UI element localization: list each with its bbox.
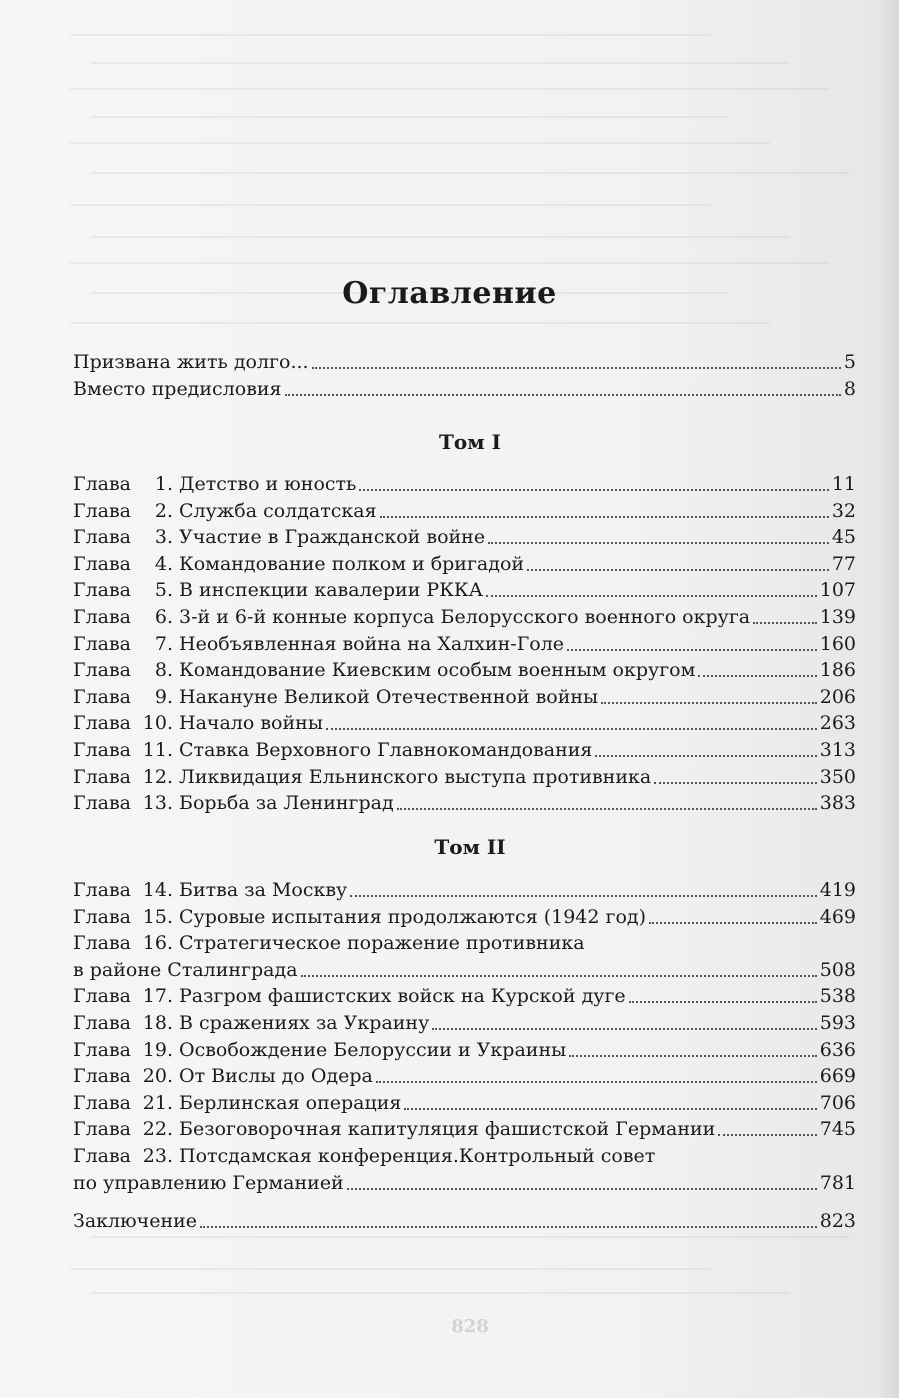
page-number: 745 [819, 1118, 856, 1140]
entry-title: Освобождение Белоруссии и Украины [179, 1039, 567, 1061]
section-heading-volume-2: Том II [434, 835, 506, 859]
page-number: 508 [819, 959, 856, 981]
chapter-num: 16. [142, 932, 174, 954]
leader-dots [601, 684, 817, 704]
chapter-number [73, 1090, 179, 1116]
chapter-num: 3. [154, 526, 174, 548]
chapter-num: 21. [142, 1092, 174, 1114]
bleed-line [90, 172, 850, 174]
toc-entry-continued [73, 957, 856, 983]
entry-title: От Вислы до Одера [179, 1065, 373, 1087]
toc-entry [73, 1037, 856, 1063]
leader-dots [301, 957, 817, 977]
page-number: 32 [831, 500, 856, 522]
chapter-prefix: Глава [73, 500, 132, 522]
chapter-prefix: Глава [73, 1039, 132, 1061]
chapter-number [73, 1143, 179, 1169]
chapter-number [73, 471, 179, 497]
page-number: 11 [831, 473, 856, 495]
chapter-prefix: Глава [73, 1092, 132, 1114]
toc-entry [73, 349, 856, 375]
chapter-prefix: Глава [73, 553, 132, 575]
chapter-num: 4. [154, 553, 174, 575]
bleed-line [90, 1236, 850, 1238]
chapter-number [73, 1037, 179, 1063]
chapter-prefix: Глава [73, 879, 132, 901]
toc-entry [73, 1143, 856, 1169]
leader-dots [567, 631, 817, 651]
page-number: 139 [819, 606, 856, 628]
chapter-num: 17. [142, 985, 174, 1007]
chapter-number [73, 524, 179, 550]
toc-entry [73, 790, 856, 816]
chapter-num: 19. [142, 1039, 174, 1061]
page-number: 77 [831, 553, 856, 575]
page-number: 419 [819, 879, 856, 901]
leader-dots [654, 764, 817, 784]
chapter-prefix: Глава [73, 1145, 132, 1167]
chapter-num: 11. [142, 739, 174, 761]
bleed-line [70, 1268, 710, 1270]
entry-title: Разгром фашистских войск на Курской дуге [179, 985, 626, 1007]
chapter-prefix: Глава [73, 1118, 132, 1140]
entry-title: Суровые испытания продолжаются (1942 год) [179, 906, 647, 928]
chapter-num: 7. [154, 633, 174, 655]
page-number: 781 [819, 1172, 856, 1194]
entry-title: Ликвидация Ельнинского выступа противника [179, 766, 652, 788]
page-number: 828 [451, 1316, 489, 1337]
entry-title: В сражениях за Украину [179, 1012, 430, 1034]
entry-title: В инспекции кавалерии РККА [179, 579, 484, 601]
page-number: 593 [819, 1012, 856, 1034]
chapter-num: 6. [154, 606, 174, 628]
bleed-line [70, 322, 770, 324]
leader-dots [569, 1037, 817, 1057]
bleed-line [70, 142, 770, 144]
entry-title: Борьба за Ленинград [179, 792, 394, 814]
chapter-number [73, 604, 179, 630]
toc-entry [73, 684, 856, 710]
toc-entry [73, 983, 856, 1009]
leader-dots [718, 1116, 816, 1136]
chapter-number [73, 577, 179, 603]
toc-entry [73, 551, 856, 577]
toc-entry [73, 657, 856, 683]
chapter-num: 2. [154, 500, 174, 522]
entry-title: Участие в Гражданской войне [179, 526, 486, 548]
toc-entry [73, 764, 856, 790]
leader-dots [285, 376, 841, 396]
bleed-line [70, 262, 830, 264]
entry-title: Начало войны [179, 712, 323, 734]
entry-title: Детство и юность [179, 473, 357, 495]
entry-title: Стратегическое поражение противника [179, 932, 585, 954]
chapter-number [73, 657, 179, 683]
chapter-num: 18. [142, 1012, 174, 1034]
bleed-line [90, 116, 730, 118]
toc-entry [73, 524, 856, 550]
leader-dots [347, 1170, 817, 1190]
bleed-line [70, 34, 710, 36]
leader-dots [380, 498, 829, 518]
toc-entry [73, 1116, 856, 1142]
chapter-num: 13. [142, 792, 174, 814]
leader-dots [527, 551, 829, 571]
chapter-num: 22. [142, 1118, 174, 1140]
chapter-num: 20. [142, 1065, 174, 1087]
entry-title: Командование Киевским особым военным округом [179, 659, 696, 681]
chapter-prefix: Глава [73, 1065, 132, 1087]
chapter-prefix: Глава [73, 659, 132, 681]
toc-entry [73, 737, 856, 763]
entry-title: Призвана жить долго... [73, 351, 309, 373]
entry-title: Потсдамская конференция.Контрольный совет [179, 1145, 656, 1167]
chapter-number [73, 1063, 179, 1089]
chapter-number [73, 551, 179, 577]
entry-title: Служба солдатская [179, 500, 377, 522]
page-number: 186 [819, 659, 856, 681]
chapter-number [73, 631, 179, 657]
chapter-number [73, 498, 179, 524]
entry-title: Битва за Москву [179, 879, 348, 901]
page-number: 45 [831, 526, 856, 548]
chapter-prefix: Глава [73, 473, 132, 495]
toc-entry [73, 877, 856, 903]
entry-title: Берлинская операция [179, 1092, 402, 1114]
chapter-number [73, 710, 179, 736]
chapter-number [73, 737, 179, 763]
leader-dots [753, 604, 817, 624]
toc-entry [73, 604, 856, 630]
leader-dots [376, 1063, 817, 1083]
chapter-prefix: Глава [73, 932, 132, 954]
toc-entry [73, 930, 856, 956]
leader-dots [312, 349, 841, 369]
page-number: 107 [819, 579, 856, 601]
entry-title: Заключение [73, 1210, 198, 1232]
chapter-prefix: Глава [73, 906, 132, 928]
bleed-line [70, 88, 830, 90]
chapter-number [73, 1010, 179, 1036]
page-number: 823 [819, 1210, 856, 1232]
chapter-prefix: Глава [73, 579, 132, 601]
chapter-prefix: Глава [73, 633, 132, 655]
chapter-prefix: Глава [73, 686, 132, 708]
leader-dots [326, 710, 817, 730]
chapter-prefix: Глава [73, 712, 132, 734]
bleed-line [90, 1292, 790, 1294]
chapter-number [73, 877, 179, 903]
entry-title: Вместо предисловия [73, 378, 282, 400]
chapter-num: 15. [142, 906, 174, 928]
leader-dots [486, 577, 817, 597]
chapter-prefix: Глава [73, 526, 132, 548]
toc-entry [73, 1063, 856, 1089]
toc-entry [73, 904, 856, 930]
entry-title: Безоговорочная капитуляция фашистской Германии [179, 1118, 716, 1140]
page-number: 469 [819, 906, 856, 928]
entry-title: Командование полком и бригадой [179, 553, 525, 575]
page-number: 8 [843, 378, 856, 400]
chapter-num: 9. [154, 686, 174, 708]
leader-dots [488, 524, 829, 544]
leader-dots [200, 1208, 817, 1228]
page-number: 706 [819, 1092, 856, 1114]
leader-dots [595, 737, 816, 757]
page-number: 313 [819, 739, 856, 761]
bleed-line [70, 204, 710, 206]
chapter-number [73, 1116, 179, 1142]
chapter-num: 1. [154, 473, 174, 495]
chapter-num: 8. [154, 659, 174, 681]
chapter-number [73, 684, 179, 710]
bleed-line [90, 62, 790, 64]
chapter-prefix: Глава [73, 739, 132, 761]
leader-dots [359, 471, 828, 491]
toc-entry [73, 1208, 856, 1234]
page-title: Оглавление [342, 276, 557, 311]
chapter-number [73, 764, 179, 790]
bleed-line [90, 236, 790, 238]
toc-entry [73, 631, 856, 657]
page-number: 206 [819, 686, 856, 708]
page-number: 350 [819, 766, 856, 788]
page-number: 538 [819, 985, 856, 1007]
leader-dots [404, 1090, 816, 1110]
leader-dots [649, 904, 817, 924]
entry-title-continued: в районе Сталинграда [73, 959, 298, 981]
chapter-num: 12. [142, 766, 174, 788]
toc-entry [73, 376, 856, 402]
entry-title-continued: по управлению Германией [73, 1172, 344, 1194]
leader-dots [629, 983, 817, 1003]
leader-dots [698, 657, 816, 677]
page-number: 383 [819, 792, 856, 814]
chapter-prefix: Глава [73, 1012, 132, 1034]
entry-title: Необъявленная война на Халхин-Голе [179, 633, 565, 655]
toc-entry-continued [73, 1170, 856, 1196]
page-number: 5 [843, 351, 856, 373]
chapter-number [73, 983, 179, 1009]
chapter-number [73, 790, 179, 816]
chapter-num: 10. [142, 712, 174, 734]
entry-title: Накануне Великой Отечественной войны [179, 686, 599, 708]
chapter-num: 14. [142, 879, 174, 901]
toc-entry [73, 471, 856, 497]
page-number: 636 [819, 1039, 856, 1061]
toc-entry [73, 577, 856, 603]
chapter-prefix: Глава [73, 792, 132, 814]
chapter-prefix: Глава [73, 766, 132, 788]
leader-dots [350, 877, 817, 897]
leader-dots [432, 1010, 816, 1030]
chapter-num: 23. [142, 1145, 174, 1167]
toc-entry [73, 498, 856, 524]
leader-dots [397, 790, 817, 810]
toc-entry [73, 1090, 856, 1116]
toc-entry [73, 710, 856, 736]
page-number: 160 [819, 633, 856, 655]
chapter-prefix: Глава [73, 606, 132, 628]
entry-title: Ставка Верховного Главнокомандования [179, 739, 593, 761]
chapter-prefix: Глава [73, 985, 132, 1007]
chapter-number [73, 904, 179, 930]
chapter-num: 5. [154, 579, 174, 601]
page-number: 669 [819, 1065, 856, 1087]
chapter-number [73, 930, 179, 956]
page-number: 263 [819, 712, 856, 734]
toc-entry [73, 1010, 856, 1036]
section-heading-volume-1: Том I [439, 430, 501, 454]
entry-title: 3-й и 6-й конные корпуса Белорусского военного округа [179, 606, 751, 628]
